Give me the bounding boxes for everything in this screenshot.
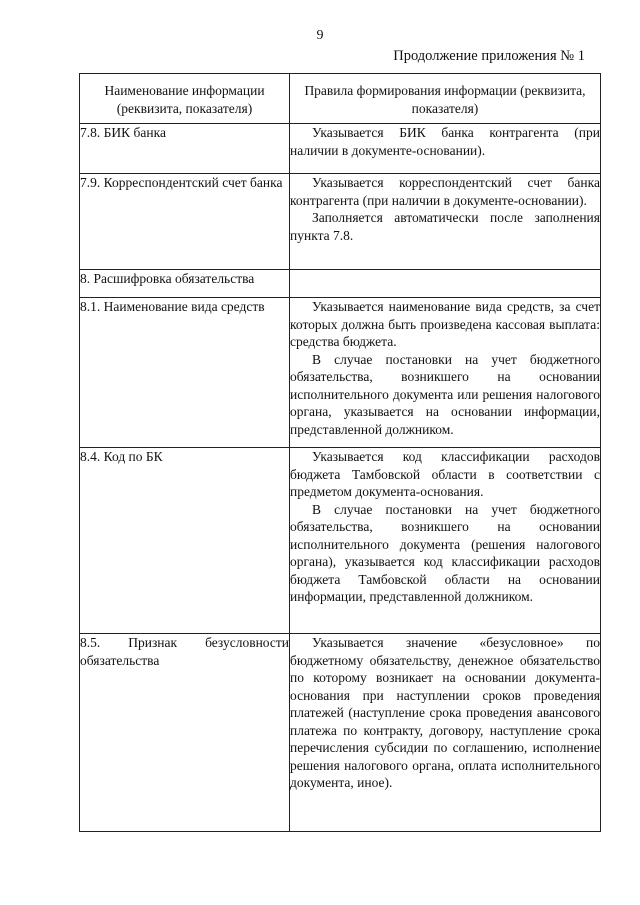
row-rules-cell-empty xyxy=(290,270,601,298)
requisites-table xyxy=(79,73,601,832)
rule-paragraph: Указывается корреспондентский счет банка контрагента (при наличии в документе-основании). xyxy=(290,175,600,208)
table-row xyxy=(80,634,601,832)
rule-paragraph: Указывается БИК банка контрагента (при наличии в документе-основании). xyxy=(290,125,600,158)
page-number: 9 xyxy=(316,28,324,43)
header-formation-rules: Правила формирования информации (реквизита, показателя) xyxy=(290,74,601,124)
rule-paragraph: Заполняется автоматически после заполнения пункта 7.8. xyxy=(290,210,600,243)
row-name-cell: 8.1. Наименование вида средств xyxy=(80,298,290,448)
rule-paragraph: Указывается значение «безусловное» по бюджетному обязательству, денежное обязательство по которому возникает на основании документа-основания при наступлении сроков проведения платежей (наступление срока проведения авансового платежа по контракту, договору, наступление срока перечисления субсидии по соглашению, исполнение решения налогового органа, оплата исполнительного документа, иное). xyxy=(290,635,600,790)
row-name-cell: 7.9. Корреспондентский счет банка xyxy=(80,174,290,270)
appendix-continuation-label: Продолжение приложения № 1 xyxy=(393,48,585,64)
row-rules-cell xyxy=(290,298,601,448)
header-info-name: Наименование информации (реквизита, показателя) xyxy=(80,74,290,124)
row-name-cell: 8.4. Код по БК xyxy=(80,448,290,634)
row-rules-cell xyxy=(290,634,601,832)
row-name-cell: 8.5. Признак безусловности обязательства xyxy=(80,634,290,832)
rule-paragraph: В случае постановки на учет бюджетного обязательства, возникшего на основании исполнительного документа или решения налогового органа, указывается на основании информации, представленной должником. xyxy=(290,351,600,437)
table-row xyxy=(80,174,601,270)
row-rules-cell xyxy=(290,124,601,174)
table-row xyxy=(80,124,601,174)
table-row xyxy=(80,448,601,634)
rule-paragraph: Указывается наименование вида средств, за счет которых должна быть произведена кассовая выплата: средства бюджета. xyxy=(290,299,600,349)
table-row xyxy=(80,270,601,298)
table-header-row xyxy=(80,74,601,124)
rule-paragraph: Указывается код классификации расходов бюджета Тамбовской области в соответствии с предметом документа-основания. xyxy=(290,449,600,499)
row-rules-cell xyxy=(290,448,601,634)
row-rules-cell xyxy=(290,174,601,270)
table-row xyxy=(80,298,601,448)
row-name-cell: 7.8. БИК банка xyxy=(80,124,290,174)
rule-paragraph: В случае постановки на учет бюджетного обязательства, возникшего на основании исполнительного документа (решения налогового органа), указывается код классификации расходов бюджета Тамбовской области на основании информации, представленной должником. xyxy=(290,501,600,604)
row-name-cell: 8. Расшифровка обязательства xyxy=(80,270,290,298)
